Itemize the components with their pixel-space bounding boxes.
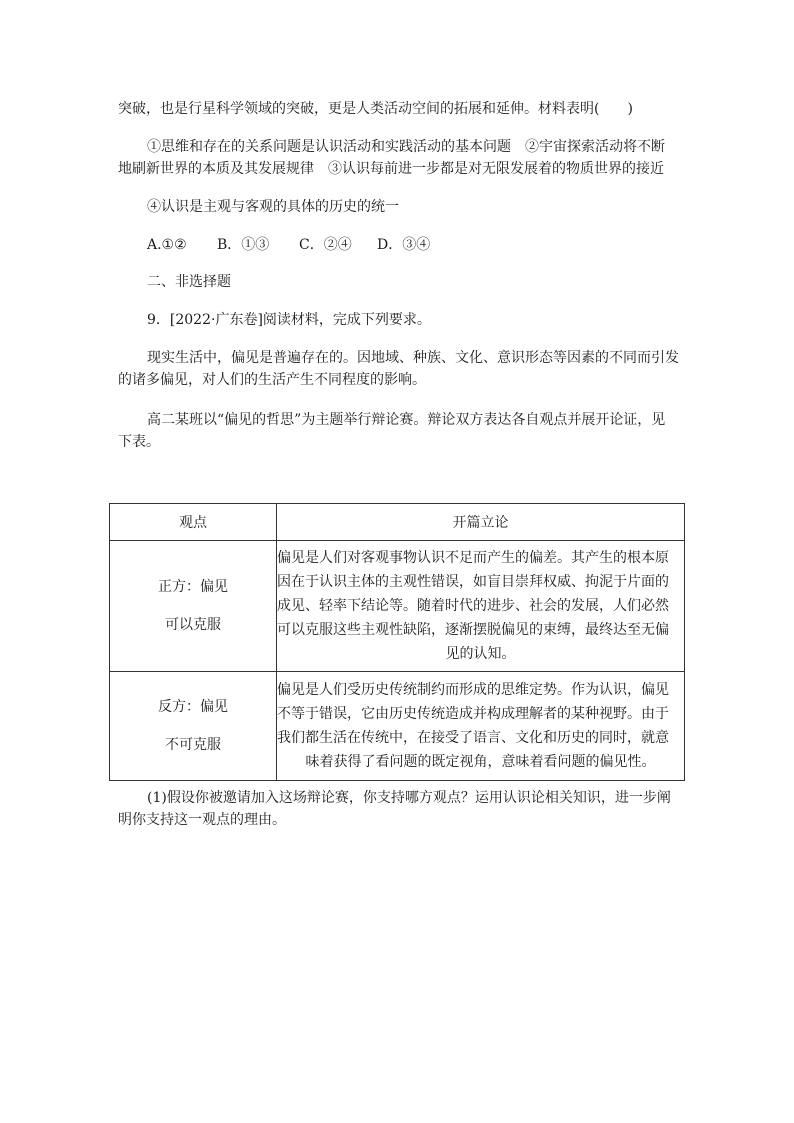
question-tail-line: 突破，也是行星科学领域的突破，更是人类活动空间的拓展和延伸。材料表明( ) bbox=[118, 101, 633, 117]
argument-line: 见的认知。 bbox=[445, 646, 516, 662]
question-heading: 9．[2022·广东卷]阅读材料，完成下列要求。 bbox=[147, 312, 431, 328]
header-view: 观点 bbox=[110, 504, 277, 541]
table-row bbox=[110, 541, 685, 672]
argument-cell bbox=[277, 541, 685, 672]
side-label: 可以克服 bbox=[165, 617, 221, 633]
answer-options bbox=[147, 235, 430, 255]
argument-line: 偏见是人们对客观事物认识不足而产生的偏差。其产生的根本原 bbox=[277, 550, 669, 566]
argument-line: 不等于错误，它由历史传统造成并构成理解者的某种视野。由于 bbox=[277, 706, 669, 722]
sub-question: 明你支持这一观点的理由。 bbox=[118, 812, 286, 828]
statement-line: 地刷新世界的本质及其发展规律 ③认识每前进一步都是对无限发展着的物质世界的接近 bbox=[118, 161, 664, 177]
section-title: 二、非选择题 bbox=[147, 274, 231, 290]
side-label: 反方：偏见 bbox=[158, 699, 228, 715]
material-paragraph: 的诸多偏见，对人们的生活产生不同程度的影响。 bbox=[118, 372, 426, 388]
material-paragraph: 现实生活中，偏见是普遍存在的。因地域、种族、文化、意识形态等因素的不同而引发 bbox=[147, 350, 679, 366]
argument-line: 因在于认识主体的主观性错误，如盲目崇拜权威、拘泥于片面的 bbox=[277, 574, 669, 590]
argument-line: 我们都生活在传统中，在接受了语言、文化和历史的同时，就意 bbox=[277, 730, 669, 746]
side-cell bbox=[110, 541, 277, 672]
sub-question: (1)假设你被邀请加入这场辩论赛，你支持哪方观点？运用认识论相关知识，进一步阐 bbox=[147, 790, 671, 806]
material-paragraph: 高二某班以“偏见的哲思”为主题举行辩论赛。辩论双方表达各自观点并展开论证，见 bbox=[147, 412, 666, 428]
table-row bbox=[110, 672, 685, 781]
side-cell bbox=[110, 672, 277, 781]
debate-table bbox=[109, 503, 685, 781]
argument-line: 可以克服这些主观性缺陷，逐渐摆脱偏见的束缚，最终达至无偏 bbox=[277, 622, 669, 638]
side-label: 不可克服 bbox=[165, 737, 221, 753]
material-paragraph: 下表。 bbox=[118, 434, 160, 450]
option-a: A.①② bbox=[147, 237, 187, 253]
header-argument: 开篇立论 bbox=[277, 504, 685, 541]
option-c: C．②④ bbox=[299, 237, 352, 253]
side-label: 正方：偏见 bbox=[158, 579, 228, 595]
statement-line: ①思维和存在的关系问题是认识活动和实践活动的基本问题 ②宇宙探索活动将不断 bbox=[147, 139, 665, 155]
option-b: B．①③ bbox=[217, 237, 270, 253]
argument-cell bbox=[277, 672, 685, 781]
statement-line: ④认识是主观与客观的具体的历史的统一 bbox=[147, 199, 399, 215]
argument-line: 成见、轻率下结论等。随着时代的进步、社会的发展，人们必然 bbox=[277, 598, 669, 614]
argument-line: 味着获得了看问题的既定视角，意味着看问题的偏见性。 bbox=[305, 754, 656, 770]
option-d: D．③④ bbox=[377, 237, 431, 253]
argument-line: 偏见是人们受历史传统制约而形成的思维定势。作为认识，偏见 bbox=[277, 682, 669, 698]
